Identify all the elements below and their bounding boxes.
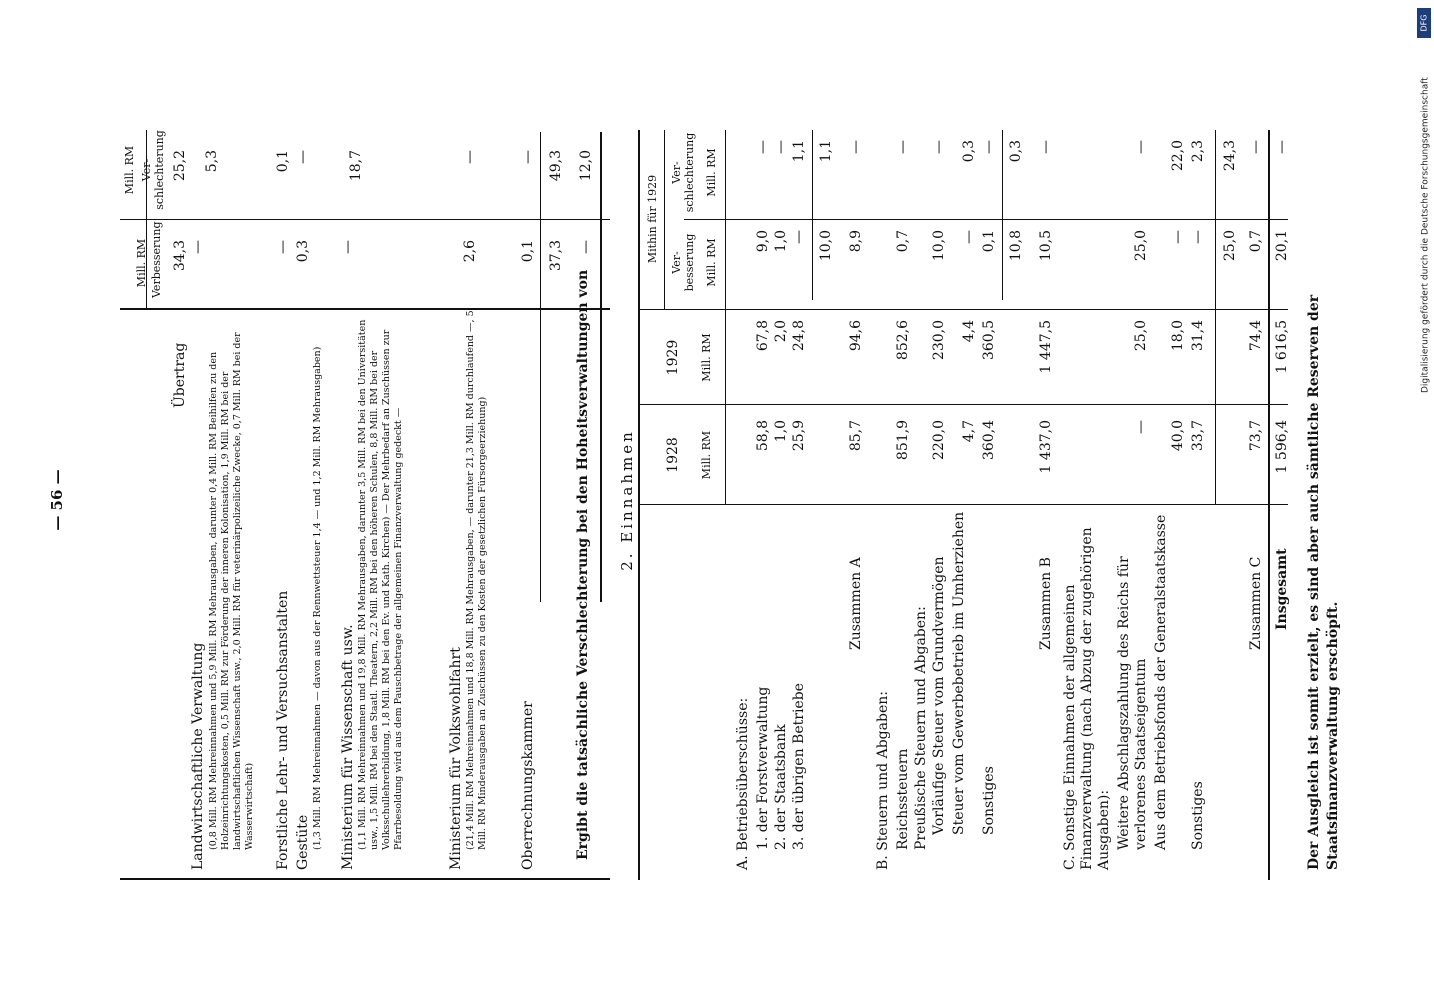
cell-1929: 67,8 [755,320,771,352]
page-number: — 56 — [48,469,66,531]
cell-verbesserung: 2,6 [462,240,478,263]
cell-verbesserung: 0,7 [895,230,911,253]
cell-verschlechterung: 0,3 [961,140,977,163]
grand-total-verschlechterung: — [1274,140,1290,154]
row-label: Forstliche Lehr- und Versuchsanstalten [275,590,291,870]
total-1929: 1 447,5 [1038,320,1054,374]
total-verschlechterung: 49,3 [548,150,564,182]
cell-1928: 40,0 [1170,420,1186,452]
subtotal-verbesserung: 10,0 [818,230,834,262]
cell-verschlechterung: 18,7 [348,150,364,182]
result-label: Ergibt die tatsächliche Verschlechterung bei den Hoheitsverwaltungen von [575,269,591,860]
total-label: Zusammen B [1038,557,1054,650]
row-label: 2. der Staatsbank [773,724,789,850]
header-unit: Mill. RM [135,238,148,288]
section-label: A. Betriebsüberschüsse: [735,697,751,870]
cell-verschlechterung: — [462,150,478,164]
row-label: 3. der übrigen Betriebe [791,683,807,850]
total-1929: 94,6 [848,320,864,352]
cell-verschlechterung: 2,3 [1190,140,1206,163]
cell-verbesserung: 0,1 [981,230,997,253]
subtotal-verschlechterung: 1,1 [818,140,834,163]
cell-1929: 24,8 [791,320,807,352]
total-verschlechterung: — [1038,140,1054,154]
header-verbesserung: Ver- besserung [670,233,696,292]
row-note: (1,1 Mill. RM Mehreinnahmen und 19,8 Mill. RM Mehrausgaben, darunter 3,5 Mill. RM bei den Universitäten usw., 1,5 Mill. RM bei den Staatl. Theatern, 2,2 Mill. RM bei den höheren Schulen, 8,8 Mill. RM bei der Volksschullehrerbildung, 1,8 Mill. RM bei den Ev. und Kath. Kirchen) — Der Mehrbedarf an Zuschüssen zur Pfarrbesoldung wird aus dem Pauschbetrage der allgemeinen Finanzverwaltung gedeckt — [357,319,404,850]
cell-verschlechterung: — [931,140,947,154]
total-1929: 74,4 [1248,320,1264,352]
header-1928: 1928 [665,437,681,473]
header-verbesserung: Verbesserung [150,221,163,298]
cell-verschlechterung: — [755,140,771,154]
total-verschlechterung: — [848,140,864,154]
row-note: (0,8 Mill. RM Mehreinnahmen und 5,9 Mill. RM Mehrausgaben, darunter 0,4 Mill. RM Beihilfen zu den Holzeinrichtungskosten, 0,5 Mill. RM zur Förderung der inneren Kolonisation, 1,9 Mill. RM bei der landwirtschaftlichen Wissenschaft usw., 2,0 Mill. RM für veterinärpolizeiliche Zwecke, 0,7 Mill. RM bei der Wasserwirtschaft) [208,332,255,850]
header-unit-2: Mill. RM [123,145,136,195]
cell-1929: 18,0 [1170,320,1186,352]
row-label: Aus dem Betriebsfonds der Generalstaatskasse [1153,514,1169,850]
cell-verbesserung: — [275,240,291,254]
cell-verschlechterung: 5,3 [204,150,220,173]
header-unit: Mill. RM [700,430,713,480]
total-1928: 73,7 [1248,420,1264,452]
row-label: Vorläufige Steuer vom Grundvermögen [931,556,947,835]
cell-verbesserung: — [791,230,807,244]
cell-verbesserung: 25,0 [1133,230,1149,262]
row-label: Übertrag [172,342,188,408]
cell-verbesserung: 0,1 [520,240,536,263]
cell-verschlechterung: 25,2 [172,150,188,182]
total-label: Zusammen A [848,557,864,650]
cell-verbesserung: — [340,240,356,254]
header-unit: Mill. RM [705,238,718,287]
cell-1929: 4,4 [961,320,977,343]
total-1928: 85,7 [848,420,864,452]
cell-verschlechterung: — [895,140,911,154]
cell-verbesserung: — [961,230,977,244]
result-verbesserung: — [578,240,594,254]
header-unit: Mill. RM [700,333,713,382]
total-1928: 1 437,0 [1038,420,1054,474]
row-label: Gestüte [295,814,311,870]
cell-1929: 360,5 [981,320,997,361]
row-label: Preußische Steuern und Abgaben: [913,606,929,850]
row-label: Reichssteuern [895,748,911,850]
closing-text: Der Ausgleich ist somit erzielt, es sind aber auch sämtliche Reserven der Staatsfinanzverwaltung erschöpft. [1306,294,1341,870]
row-note: (1,3 Mill. RM Mehreinnahmen — davon aus der Rennwettsteuer 1,4 — und 1,2 Mill. RM Mehrausgaben) [312,346,323,850]
cell-verschlechterung: — [773,140,789,154]
grand-total-label: Insgesamt [1274,548,1290,630]
cell-verschlechterung: — [295,150,311,164]
row-label: Ministerium für Volkswohlfahrt [448,647,464,870]
header-mithin: Mithin für 1929 [646,174,659,264]
total-verbesserung: 0,7 [1248,230,1264,253]
subtotal-verbesserung: 25,0 [1222,230,1238,262]
cell-1929: 230,0 [931,320,947,361]
header-unit: Mill. RM [705,148,718,197]
row-label: Ministerium für Wissenschaft usw. [340,624,356,870]
cell-verbesserung: 0,3 [295,240,311,263]
cell-verbesserung: — [1170,230,1186,244]
section-label: C. Sonstige Einnahmen der allgemeinen Finanzverwaltung (nach Abzug der zugehörigen Ausgaben): [1062,527,1112,870]
cell-1929: 852,6 [895,320,911,361]
grand-total-1928: 1 596,4 [1274,420,1290,474]
einnahmen-heading: 2. Einnahmen [618,429,636,571]
cell-verbesserung: 9,0 [755,230,771,253]
grand-total-1929: 1 616,5 [1274,320,1290,374]
row-label: Sonstiges [981,766,997,835]
row-label: Oberrechnungskammer [520,701,536,870]
row-label: Landwirtschaftliche Verwaltung [190,642,206,870]
row-label: Steuer vom Gewerbebetrieb im Umherziehen [951,511,967,835]
cell-verschlechterung: 22,0 [1170,140,1186,172]
cell-1928: 58,8 [755,420,771,452]
cell-1928: 1,0 [773,420,789,443]
cell-verschlechterung: — [520,150,536,164]
cell-verbesserung: 10,0 [931,230,947,262]
dfg-logo-text: DFG [1419,14,1429,32]
subtotal-verschlechterung: 0,3 [1008,140,1024,163]
cell-verschlechterung: 0,1 [275,150,291,173]
row-label: 1. der Forstverwaltung [755,686,771,850]
section-label: B. Steuern und Abgaben: [875,691,891,870]
cell-verbesserung: — [1190,230,1206,244]
cell-verbesserung: 1,0 [773,230,789,253]
cell-verbesserung: 34,3 [172,240,188,272]
cell-1928: 220,0 [931,420,947,461]
cell-verbesserung: — [190,240,206,254]
subtotal-verbesserung: 10,8 [1008,230,1024,262]
header-verschlechterung: Ver- schlechterung [670,132,696,213]
cell-verschlechterung: — [981,140,997,154]
grand-total-verbesserung: 20,1 [1274,230,1290,262]
cell-1929: 25,0 [1133,320,1149,352]
total-verbesserung: 10,5 [1038,230,1054,262]
total-verbesserung: 37,3 [548,240,564,272]
cell-1929: 2,0 [773,320,789,343]
cell-1928: 33,7 [1190,420,1206,452]
subtotal-verschlechterung: 24,3 [1222,140,1238,172]
row-label: Sonstiges [1190,781,1206,850]
cell-verschlechterung: 1,1 [791,140,807,163]
row-note: (21,4 Mill. RM Mehreinnahmen und 18,8 Mill. RM Mehrausgaben, — darunter 21,3 Mill. RM durchlaufend —, 5 Mill. RM Minderausgaben an Zuschüssen zu den Kosten der gesetzlichen Fürsorgeerziehung) [465,310,488,850]
total-verschlechterung: — [1248,140,1264,154]
cell-1928: 851,9 [895,420,911,461]
cell-1928: 25,9 [791,420,807,452]
total-label: Zusammen C [1248,556,1264,650]
cell-1929: 31,4 [1190,320,1206,352]
header-verschlechterung: Ver- schlechterung [140,130,166,210]
total-verbesserung: 8,9 [848,230,864,253]
cell-1928: — [1133,420,1149,434]
result-verschlechterung: 12,0 [578,150,594,182]
dfg-credit-text: Digitalisierung gefördert durch die Deutsche Forschungsgemeinschaft [1420,77,1431,393]
header-1929: 1929 [665,339,681,376]
row-label: Weitere Abschlagszahlung des Reichs für verlorenes Staatseigentum [1116,556,1149,850]
cell-verschlechterung: — [1133,140,1149,154]
cell-1928: 360,4 [981,420,997,461]
cell-1928: 4,7 [961,420,977,443]
